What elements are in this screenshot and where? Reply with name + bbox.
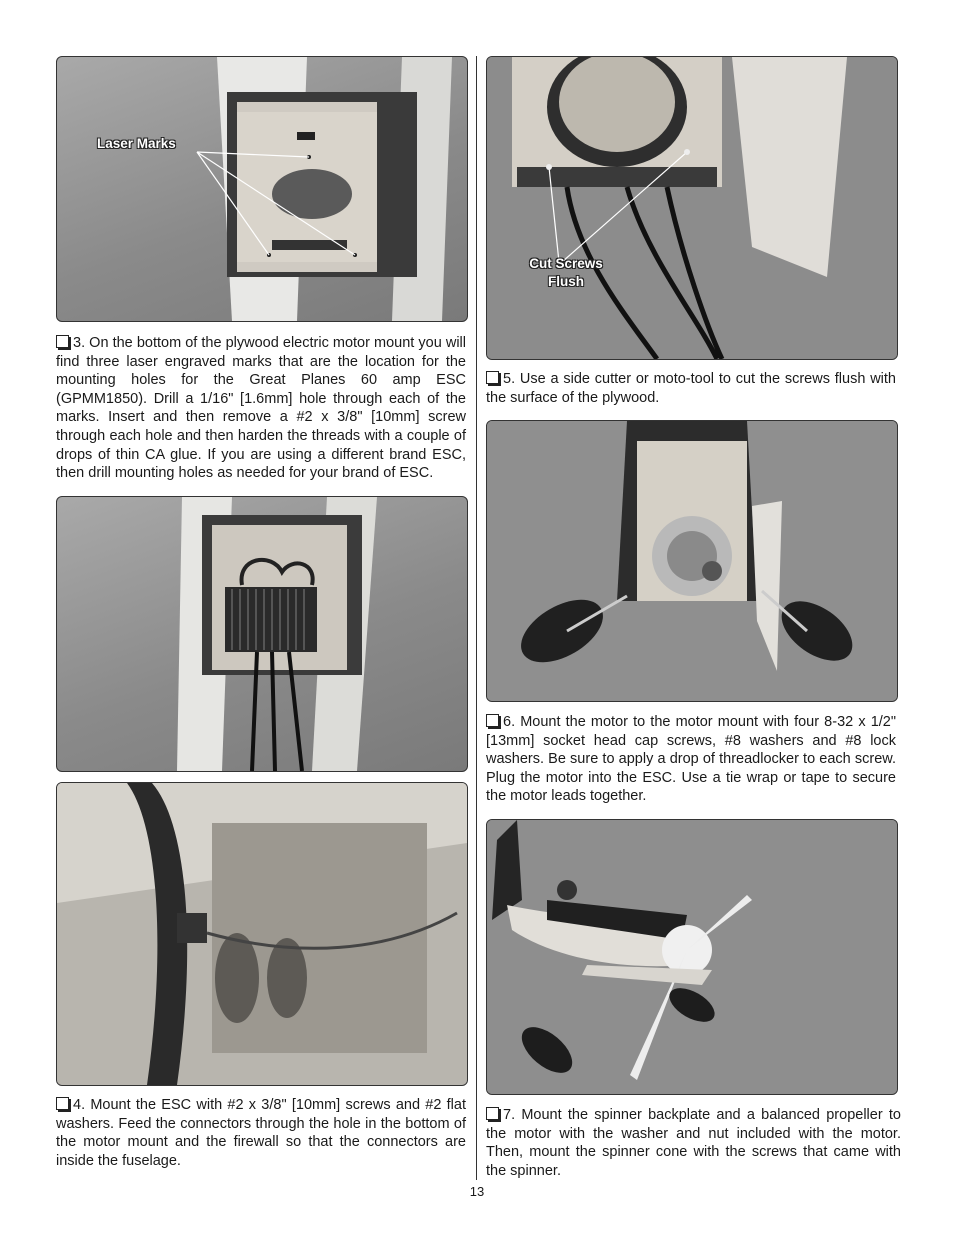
photo-laser-marks: [56, 56, 468, 322]
step4-text: 4. Mount the ESC with #2 x 3/8" [10mm] screws and #2 flat washers. Feed the connectors through the hole in the bottom of the motor mount and the firewall so that the connectors are inside the fuselage.: [56, 1097, 466, 1169]
esc-illustration: [57, 497, 467, 771]
photo-motor-mounted: [486, 420, 898, 702]
fuselage-illustration: [57, 783, 467, 1085]
photo-cut-screws: [486, 56, 898, 360]
cut-screws-illustration: [487, 57, 897, 359]
checkbox-step5[interactable]: [486, 371, 499, 384]
checkbox-step7[interactable]: [486, 1107, 499, 1120]
step5-text: 5. Use a side cutter or moto-tool to cut the screws flush with the surface of the plywood.: [486, 371, 896, 406]
checkbox-step3[interactable]: [56, 335, 69, 348]
photo-fuselage-interior: [56, 782, 468, 1086]
step6-text: 6. Mount the motor to the motor mount with four 8-32 x 1/2" [13mm] socket head cap screws, #8 washers and #8 lock washers. Be sure to apply a drop of threadlocker to each screw. Plug the motor into the ESC. Use a tie wrap or tape to secure the motor leads together.: [486, 714, 896, 805]
airplane-illustration: [487, 820, 897, 1094]
motor-mount-illustration: [57, 57, 467, 321]
cut-screws-label: [521, 255, 611, 291]
step7-text: 7. Mount the spinner backplate and a balanced propeller to the motor with the washer and nut included with the motor. Then, mount the spinner cone with the screws that came with the spinner.: [486, 1107, 901, 1179]
cut-screws-label-line1: Cut Screws: [529, 256, 603, 271]
motor-illustration: [487, 421, 897, 701]
laser-marks-label: Laser Marks: [97, 136, 176, 151]
checkbox-step6[interactable]: [486, 714, 499, 727]
page-number: 13: [469, 1184, 485, 1199]
photo-airplane-propeller: [486, 819, 898, 1095]
photo-esc-mounted: [56, 496, 468, 772]
cut-screws-label-line2: Flush: [548, 274, 584, 289]
step3-text: 3. On the bottom of the plywood electric motor mount you will find three laser engraved marks that are the location for the mounting holes for the Great Planes 60 amp ESC (GPMM1850). Drill a 1/16" [1.6mm] hole through each of the marks. Insert and then remove a #2 x 3/8" [10mm] screw through each hole and then harden the threads with a couple of drops of thin CA glue. If you are using a different brand ESC, then drill mounting holes as needed for your brand of ESC.: [56, 335, 466, 482]
checkbox-step4[interactable]: [56, 1097, 69, 1110]
column-divider: [476, 56, 477, 1180]
